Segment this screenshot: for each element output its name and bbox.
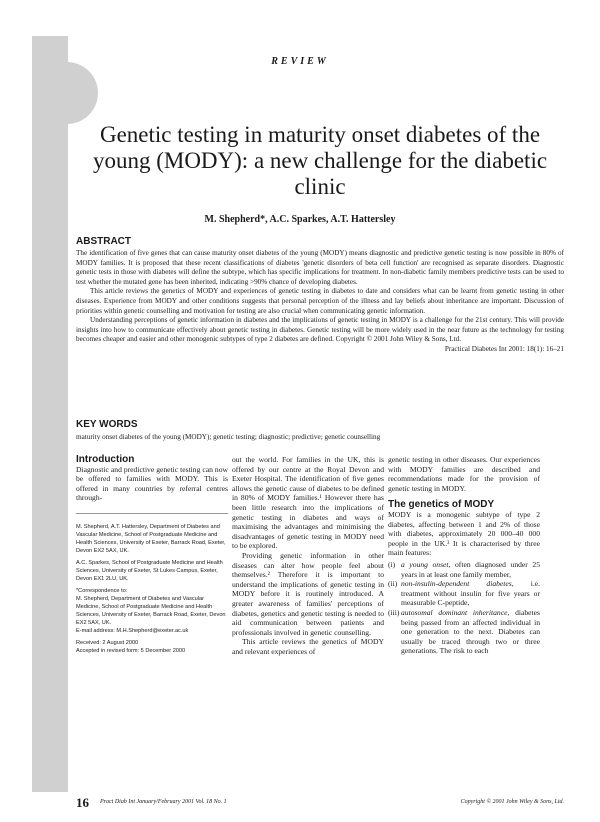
list-text: often diagnosed under 25 years in at least one family member, bbox=[401, 559, 540, 579]
introduction-heading: Introduction bbox=[76, 454, 135, 465]
abstract-paragraph: The identification of five genes that can cause maturity onset diabetes of the young (MODY) means diagnostic and predictive genetic testing is now possible in 80% of MODY families. It is proposed that these recent classifications of diabetes 'genetic disorders of beta cell function' are recognised as separate disorders. Diagnostic genetic tests in those with diabetes will define the subtype, which has specific implications for treatment. In non-diabetic family members predictive tests can be used to test whether the mutated gene has been inherited, indicating >90% chance of developing diabetes. bbox=[76, 249, 564, 286]
body-paragraph: MODY is a monogenic subtype of type 2 diabetes, affecting between 1 and 2% of those with diabetes, approximately 20 000–40 000 people in the UK.³ It is characterised by three main features: bbox=[388, 509, 540, 558]
body-paragraph: This article reviews the genetics of MODY and relevant experiences of bbox=[232, 637, 384, 656]
body-paragraph: Diagnostic and predictive genetic testing can now be offered to families with MODY. This is offered in many countries by referral centres through- bbox=[76, 464, 228, 503]
column-2 bbox=[232, 455, 384, 656]
accepted-date: Accepted in revised form: 5 December 2000 bbox=[76, 647, 186, 654]
list-term: autosomal dominant inheritance, bbox=[401, 607, 510, 617]
list-item bbox=[388, 608, 540, 656]
list-number: (i) bbox=[388, 559, 396, 569]
column-3 bbox=[388, 455, 540, 656]
list-text: diabetes being passed from an affected individual in one generation to the next. Diabetes can usually be traced through two or three generations. The risk to each bbox=[401, 607, 540, 656]
affiliation-block bbox=[76, 523, 228, 655]
list-term: non-insulin-dependent diabetes, bbox=[401, 579, 514, 589]
side-decor-band bbox=[32, 36, 68, 792]
page-number: 16 bbox=[76, 795, 89, 810]
correspondence-address: M. Shepherd, Department of Diabetes and Vascular Medicine, School of Postgraduate Medicine and Health Sciences, University of Exeter, Barrack Road, Exeter, Devon EX2 5AX, UK. bbox=[76, 595, 226, 626]
feature-list bbox=[388, 560, 540, 656]
body-paragraph: out the world. For families in the UK, this is offered by our centre at the Royal Devon and Exeter Hospital. The identification of five genes allows the genetic cause of diabetes to be defined in 80% of MODY families.¹ However there has been little research into the implications of genetic testing in diabetes and ways of maximising the advantages and minimising the disadvantages of genetic testing in MODY need to be explored. bbox=[232, 455, 384, 551]
side-decor-tab bbox=[52, 62, 98, 124]
divider bbox=[76, 513, 228, 514]
list-item bbox=[388, 560, 540, 579]
citation: Practical Diabetes Int 2001: 18(1): 16–21 bbox=[444, 344, 564, 353]
keywords-heading: KEY WORDS bbox=[76, 419, 138, 430]
keywords-text: maturity onset diabetes of the young (MODY); genetic testing; diagnostic; predictive; genetic counselling bbox=[76, 433, 381, 441]
abstract-heading: ABSTRACT bbox=[76, 236, 131, 247]
list-item bbox=[388, 579, 540, 608]
correspondence-label: *Correspondence to: bbox=[76, 587, 128, 594]
list-number: (ii) bbox=[388, 579, 398, 589]
genetics-heading: The genetics of MODY bbox=[388, 499, 495, 511]
abstract-paragraph: This article reviews the genetics of MODY and experiences of genetic testing in diabetes to date and considers what can be learnt from genetic testing in other diseases. Experience from MODY and other conditions suggests that personal perception of the illness and lay beliefs about inheritance are important. Discussion of priorities within genetic counselling and motivation for testing are also crucial when communicating genetic information. bbox=[76, 287, 564, 315]
body-paragraph: genetic testing in other diseases. Our experiences with MODY families are described and recommendations made for the provision of genetic testing in MODY. bbox=[388, 455, 540, 493]
abstract bbox=[76, 249, 564, 355]
footer-copyright: Copyright © 2001 John Wiley & Sons, Ltd. bbox=[460, 799, 564, 805]
list-text: i.e. treatment without insulin for five years or measurable C-peptide, bbox=[401, 579, 540, 608]
email-address: E-mail address: M.H.Shepherd@exeter.ac.uk bbox=[76, 627, 189, 634]
body-paragraph: Providing genetic information in other diseases can alter how people feel about themselves.² Therefore it is important to understand the implications of genetic testing in MODY before it is routinely introduced. A greater awareness of families' perceptions of diabetes, genetics and genetic testing is needed to aid communication between patients and professionals involved in genetic counselling. bbox=[232, 550, 384, 637]
list-term: a young onset, bbox=[401, 559, 451, 569]
affiliation: A.C. Sparkes, School of Postgraduate Medicine and Health Sciences, University of Exeter, St Lukes Campus, Exeter, Devon EX1 2LU, UK. bbox=[76, 559, 223, 582]
affiliation: M. Shepherd, A.T. Hattersley, Department of Diabetes and Vascular Medicine, School of Postgraduate Medicine and Health Sciences, University of Exeter, Barrack Road, Exeter, Devon EX2 5AX, UK. bbox=[76, 523, 226, 554]
article-title: Genetic testing in maturity onset diabetes of the young (MODY): a new challenge for the diabetic clinic bbox=[92, 122, 548, 199]
footer-journal: Pract Diab Int January/February 2001 Vol. 18 No. 1 bbox=[100, 799, 227, 805]
column-1 bbox=[76, 455, 228, 655]
author-list: M. Shepherd*, A.C. Sparkes, A.T. Hattersley bbox=[204, 214, 396, 225]
list-number: (iii) bbox=[388, 607, 400, 617]
received-date: Received: 2 August 2000 bbox=[76, 639, 139, 646]
abstract-paragraph: Understanding perceptions of genetic information in diabetes and the implications of genetic testing in MODY is a challenge for the 21st century. This will provide insights into how to communicate effectively about genetic testing in diabetes. Genetic testing will be more widely used in the near future as the technology for testing becomes cheaper and easier and other monogenic subtypes of type 2 diabetes are defined. Copyright © 2001 John Wiley & Sons, Ltd. bbox=[76, 316, 564, 344]
section-label: REVIEW bbox=[271, 56, 329, 67]
